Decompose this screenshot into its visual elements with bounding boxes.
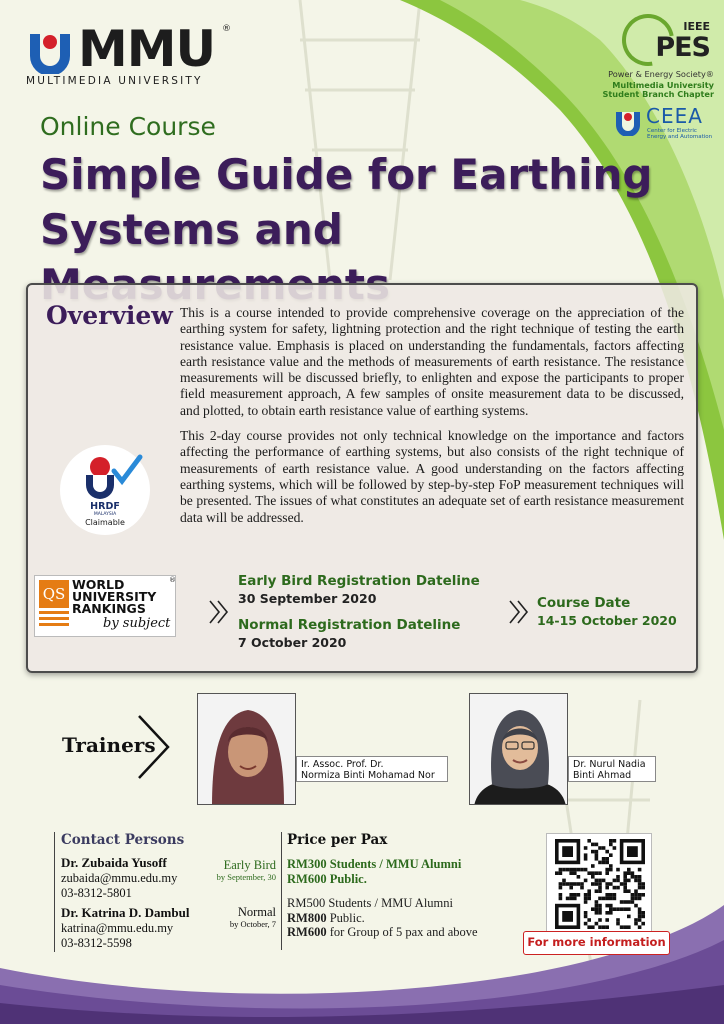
ieee-pes-logo: [600, 12, 718, 104]
pes-chapter-line1: Multimedia University: [612, 80, 714, 90]
normal-price-1-amount: RM500: [287, 896, 326, 910]
course-title-line1: Simple Guide for Earthing: [40, 150, 653, 199]
normal-label: Normal Registration Dateline: [238, 617, 461, 633]
normal-price-3-amount: RM600: [287, 925, 327, 939]
trainer2-portrait-icon: [470, 694, 568, 805]
trainer2-title: Dr. Nurul Nadia: [573, 759, 646, 770]
early-bird-deadline: [238, 573, 480, 606]
qs-rankings-logo: [34, 575, 176, 637]
ceea-word: CEEA: [646, 104, 703, 128]
qs-subtitle: by subject: [103, 616, 171, 631]
qs-line1: WORLD: [72, 577, 125, 592]
ceea-logo: [614, 106, 716, 140]
qs-stripe: [39, 623, 69, 626]
qs-mark: QS: [39, 580, 69, 608]
ceea-mark-icon: [614, 108, 642, 136]
qs-line2: UNIVERSITY: [72, 589, 157, 604]
mmu-letters: MMU: [78, 20, 216, 78]
course-date-block: [537, 595, 677, 628]
early-bird-prices: [287, 857, 461, 886]
contact-1-phone: 03-8312-5801: [61, 885, 132, 900]
course-date-value: 14-15 October 2020: [537, 613, 677, 628]
normal-price-3-rest: for Group of 5 pax and above: [326, 925, 478, 939]
hrdf-name: HRDF: [90, 501, 120, 512]
early-bird-tier: [200, 858, 276, 882]
normal-price-line2: [287, 911, 478, 926]
normal-tier-by: by October, 7: [229, 919, 276, 929]
early-bird-label: Early Bird Registration Dateline: [238, 573, 480, 589]
trainer1-name: Normiza Binti Mohamad Nor: [301, 770, 435, 781]
early-bird-date: 30 September 2020: [238, 591, 377, 606]
contact-persons: [54, 832, 280, 952]
normal-date: 7 October 2020: [238, 635, 347, 650]
trainer2-name: Binti Ahmad: [573, 770, 632, 781]
hrdf-mark-icon: [84, 453, 144, 499]
normal-tier-name: Normal: [237, 905, 276, 919]
overview-panel: [26, 283, 698, 673]
chevron-right-icon: [136, 713, 172, 781]
ieee-word: IEEE: [683, 20, 710, 33]
ceea-sub: Center for Electric Energy and Automation: [647, 128, 713, 140]
more-info-button[interactable]: For more information: [523, 931, 670, 955]
normal-price-2-amount: RM800: [287, 910, 327, 925]
qs-stripe: [39, 611, 69, 614]
trainer1-portrait-icon: [198, 694, 296, 805]
trainer2-photo: [469, 693, 568, 805]
prices-heading: Price per Pax: [287, 832, 388, 848]
course-title-line2: Systems and: [40, 205, 343, 254]
trainers-label: Trainers: [62, 733, 156, 757]
hrdf-country: MALAYSIA: [93, 512, 117, 517]
overview-body: [180, 305, 684, 526]
chevron-right-icon: [208, 599, 230, 625]
pes-word: PES: [655, 32, 710, 63]
normal-deadline: [238, 617, 460, 650]
chevron-right-icon: [508, 599, 530, 625]
contact-1-name: Dr. Zubaida Yusoff: [61, 855, 167, 870]
normal-prices: [287, 896, 478, 940]
price-per-pax: [281, 832, 511, 950]
contact-2-name: Dr. Katrina D. Dambul: [61, 905, 190, 920]
trainer1-title: Ir. Assoc. Prof. Dr.: [301, 759, 384, 770]
overview-paragraph-2: This 2-day course provides not only technical knowledge on the importance and factors affecting the performance of earthing systems, but also consists of the right technique of measurements of earth resistance value. A good understanding on the factors affecting earthing systems, which will be followed by step-by-step FoP measurement techniques will be presented. The issues of what constitutes an adequate set of earth resistance measurement data will be addressed.: [180, 428, 684, 525]
pes-chapter-line2: Student Branch Chapter: [602, 89, 714, 99]
contact-1: [61, 855, 177, 900]
qs-stripe: [39, 617, 69, 620]
contact-2-email[interactable]: katrina@mmu.edu.my: [61, 921, 174, 935]
normal-tier: [200, 905, 276, 929]
trainer2-name-tag: [568, 756, 656, 782]
early-bird-tier-name: Early Bird: [223, 858, 276, 872]
contact-2-phone: 03-8312-5598: [61, 935, 132, 950]
normal-price-1-rest: Students / MMU Alumni: [325, 896, 453, 910]
mmu-mark-icon: [26, 26, 74, 74]
normal-price-line3: [287, 925, 478, 940]
qr-code[interactable]: [546, 833, 652, 933]
trainer1-name-tag: [296, 756, 448, 782]
overview-heading: Overview: [46, 301, 173, 330]
qs-line3: RANKINGS: [72, 601, 146, 616]
pes-society: Power & Energy Society®: [608, 69, 714, 79]
mmu-registered: ®: [222, 24, 231, 34]
early-price-line2: RM600 Public.: [287, 871, 367, 886]
hrdf-claimable: Claimable: [85, 518, 125, 527]
hrdf-badge: [60, 445, 150, 535]
trainer1-photo: [197, 693, 296, 805]
qr-code-icon: [555, 839, 645, 929]
early-bird-tier-by: by September, 30: [216, 872, 276, 882]
contact-1-email[interactable]: zubaida@mmu.edu.my: [61, 871, 178, 885]
course-date-label: Course Date: [537, 595, 631, 611]
qs-title: [72, 579, 156, 615]
mmu-logo: [26, 20, 236, 92]
contact-2: [61, 905, 189, 950]
mmu-subtitle: MULTIMEDIA UNIVERSITY: [26, 75, 203, 87]
normal-price-2-rest: Public.: [326, 910, 365, 925]
early-price-line1: RM300 Students / MMU Alumni: [287, 857, 462, 871]
pre-title: Online Course: [40, 112, 216, 141]
normal-price-line1: [287, 896, 478, 911]
overview-paragraph-1: This is a course intended to provide comprehensive coverage on the appreciation of the earthing system for safety, lightning protection and the right technique of testing the earth resistance value. Emphasis is placed on understanding the fundamentals, factors affecting earth resistance value and the methods of measurements of earth resistance. The resistance measurements will be discussed briefly, to enlighten and expose the participants to proper field measurement approach, A few samples of onsite measurement data to be discussed, and plotted, to obtain earth resistance value of earthing systems.: [180, 305, 684, 418]
qs-registered: ®: [169, 576, 176, 584]
contacts-heading: Contact Persons: [61, 832, 185, 848]
